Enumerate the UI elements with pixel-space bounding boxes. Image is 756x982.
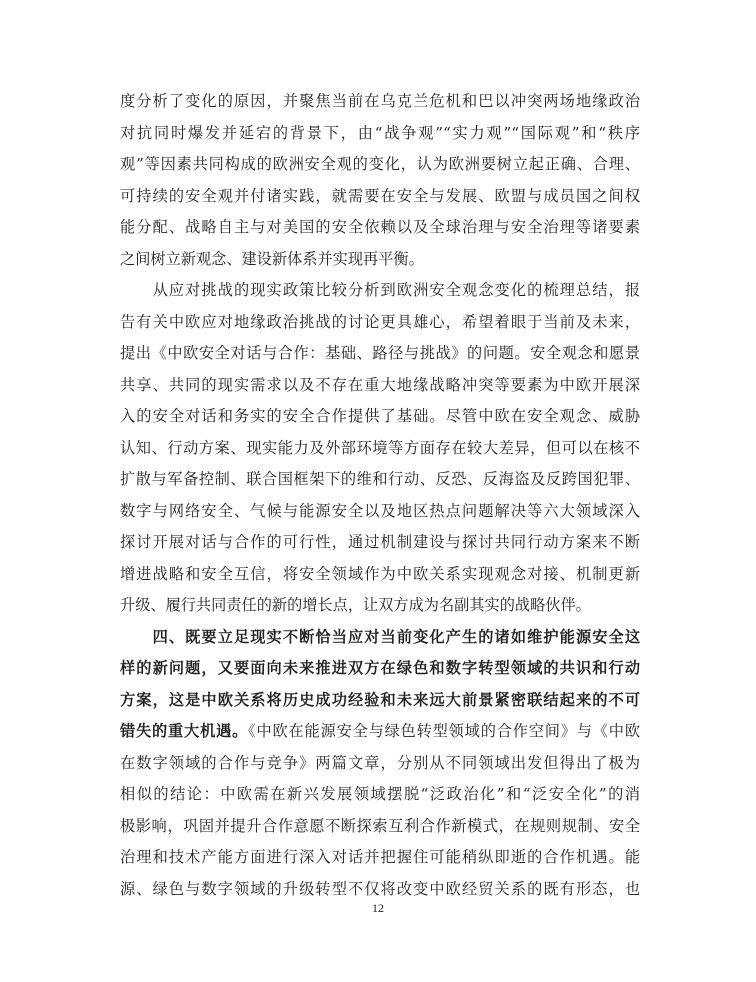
text-line: 极影响，巩固并提升合作意愿不断探索互利合作新模式，在规则规制、安全 [120, 816, 640, 835]
bold-segment: 错失的重大机遇。 [120, 722, 249, 740]
text-line: 共享、共同的现实需求以及不存在重大地缘战略冲突等要素为中欧开展深 [120, 375, 640, 394]
text-line: 入的安全对话和务实的安全合作提供了基础。尽管中欧在安全观念、威胁 [120, 407, 640, 425]
text-line: 相似的结论：中欧需在新兴发展领域摆脱“泛政治化”和“泛安全化”的消 [120, 785, 640, 803]
bold-text-line: 四、既要立足现实不断恰当应对当前变化产生的诸如维护能源安全这 [120, 627, 640, 646]
text-line: 升级、履行共同责任的新的增长点，让双方成为名副其实的战略伙伴。 [120, 596, 591, 614]
text-line: 告有关中欧应对地缘政治挑战的讨论更具雄心，希望着眼于当前及未来， [120, 312, 640, 331]
paragraph-2 [120, 275, 640, 622]
text-line: 扩散与军备控制、联合国框架下的维和行动、反恐、反海盗及反跨国犯罪、 [120, 470, 640, 488]
normal-segment: 《中欧在能源安全与绿色转型领域的合作空间》与《中欧 [248, 722, 641, 740]
bold-text-line: 样的新问题，又要面向未来推进双方在绿色和数字转型领域的共识和行动 [120, 659, 640, 677]
text-line: 源、绿色与数字领域的升级转型不仅将改变中欧经贸关系的既有形态，也 [120, 879, 640, 898]
text-line: 之间树立新观念、建设新体系并实现再平衡。 [120, 249, 424, 268]
body-text [120, 86, 640, 905]
text-line: 能分配、战略自主与对美国的安全依赖以及全球治理与安全治理等诸要素 [120, 218, 640, 236]
text-line: 在数字领域的合作与竞争》两篇文章，分别从不同领域出发但得出了极为 [120, 753, 640, 772]
mixed-text-line [120, 716, 640, 748]
paragraph-3 [120, 622, 640, 906]
text-line: 探讨开展对话与合作的可行性，通过机制建设与探讨共同行动方案来不断 [120, 533, 640, 551]
text-line: 提出《中欧安全对话与合作：基础、路径与挑战》的问题。安全观念和愿景 [120, 344, 640, 362]
text-line: 观”等因素共同构成的欧洲安全观的变化，认为欧洲要树立起正确、合理、 [120, 155, 640, 173]
text-line: 可持续的安全观并付诸实践，就需要在安全与发展、欧盟与成员国之间权 [120, 186, 640, 205]
text-line: 认知、行动方案、现实能力及外部环境等方面存在较大差异，但可以在核不 [120, 438, 640, 457]
page-number: 12 [372, 901, 384, 915]
bold-text-line: 方案，这是中欧关系将历史成功经验和未来远大前景紧密联结起来的不可 [120, 690, 640, 709]
text-line: 增进战略和安全互信，将安全领域作为中欧关系实现观念对接、机制更新 [120, 564, 640, 583]
text-line: 度分析了变化的原因，并聚焦当前在乌克兰危机和巴以冲突两场地缘政治 [120, 92, 640, 110]
text-line: 对抗同时爆发并延宕的背景下，由“战争观”“实力观”“国际观”和“秩序 [120, 123, 640, 142]
text-line: 数字与网络安全、气候与能源安全以及地区热点问题解决等六大领域深入 [120, 501, 640, 520]
paragraph-1 [120, 86, 640, 275]
text-line: 治理和技术产能方面进行深入对话并把握住可能稍纵即逝的合作机遇。能 [120, 848, 640, 866]
text-line: 从应对挑战的现实政策比较分析到欧洲安全观念变化的梳理总结，报 [120, 281, 640, 299]
